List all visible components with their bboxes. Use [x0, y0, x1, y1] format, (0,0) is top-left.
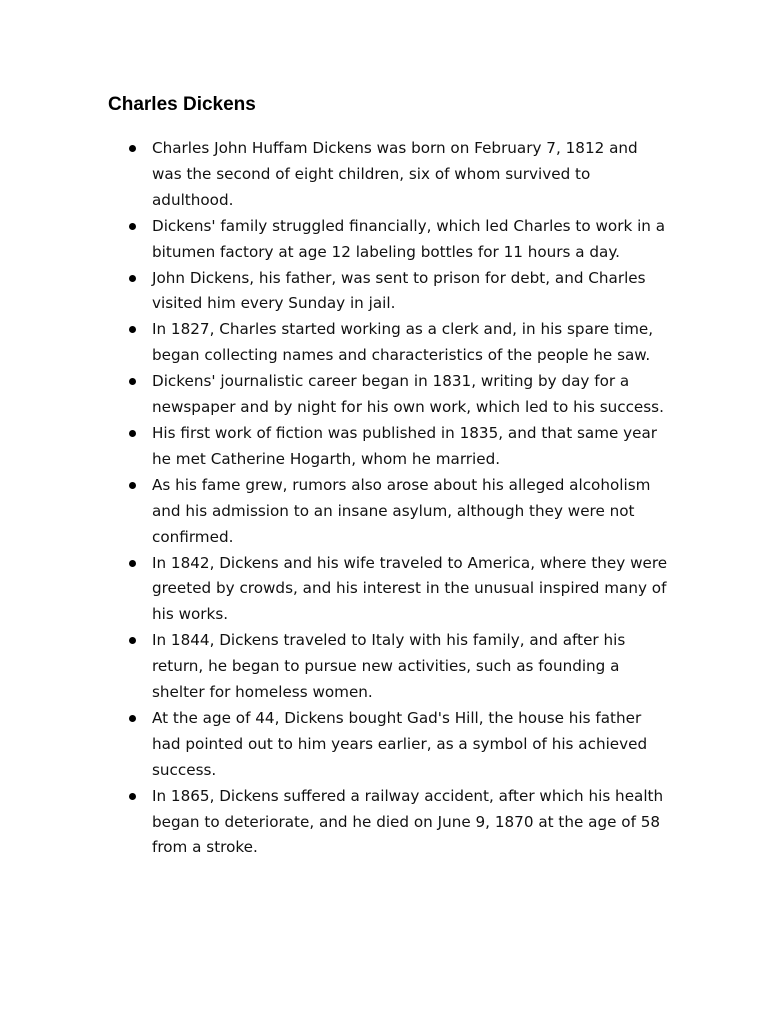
- list-item: [108, 706, 668, 784]
- list-item: [108, 317, 668, 369]
- bullet-icon: [129, 560, 136, 567]
- bullet-icon: [129, 637, 136, 644]
- list-item-text: In 1827, Charles started working as a clerk and, in his spare time, began collecting names and characteristics of the people he saw.: [152, 320, 654, 365]
- list-item-text: Dickens' family struggled financially, which led Charles to work in a bitumen factory at age 12 labeling bottles for 11 hours a day.: [152, 216, 666, 261]
- list-item-text: His first work of fiction was published in 1835, and that same year he met Catherine Hogarth, whom he married.: [152, 423, 658, 468]
- list-item-text: Charles John Huffam Dickens was born on February 7, 1812 and was the second of eight children, six of whom survived to adulthood.: [152, 139, 638, 209]
- bullet-icon: [129, 715, 136, 722]
- list-item-text: In 1844, Dickens traveled to Italy with his family, and after his return, he began to pursue new activities, such as founding a shelter for homeless women.: [152, 631, 626, 702]
- list-item-text: As his fame grew, rumors also arose about his alleged alcoholism and his admission to an insane asylum, although they were not confirmed.: [152, 475, 651, 546]
- list-item: [108, 266, 668, 318]
- list-item-text: In 1865, Dickens suffered a railway accident, after which his health began to deteriorate, and he died on June 9, 1870 at the age of 58 from a stroke.: [152, 786, 664, 857]
- bullet-icon: [129, 793, 136, 800]
- bullet-list: [108, 136, 668, 861]
- bullet-icon: [129, 430, 136, 437]
- list-item: [108, 214, 668, 266]
- bullet-icon: [129, 378, 136, 385]
- bullet-icon: [129, 326, 136, 333]
- bullet-icon: [129, 145, 136, 152]
- document-title: Charles Dickens: [108, 94, 256, 115]
- list-item: [108, 784, 668, 862]
- list-item: [108, 136, 668, 214]
- list-item-text: In 1842, Dickens and his wife traveled to America, where they were greeted by crowds, and his interest in the unusual inspired many of his works.: [152, 553, 668, 624]
- list-item-text: John Dickens, his father, was sent to prison for debt, and Charles visited him every Sunday in jail.: [152, 268, 646, 313]
- list-item: [108, 628, 668, 706]
- bullet-icon: [129, 223, 136, 230]
- list-item: [108, 473, 668, 551]
- list-item: [108, 369, 668, 421]
- bullet-icon: [129, 275, 136, 282]
- list-item-text: At the age of 44, Dickens bought Gad's Hill, the house his father had pointed out to him years earlier, as a symbol of his achieved success.: [152, 708, 648, 779]
- bullet-icon: [129, 482, 136, 489]
- list-item: [108, 551, 668, 629]
- list-item: [108, 421, 668, 473]
- list-item-text: Dickens' journalistic career began in 1831, writing by day for a newspaper and by night for his own work, which led to his success.: [152, 372, 664, 417]
